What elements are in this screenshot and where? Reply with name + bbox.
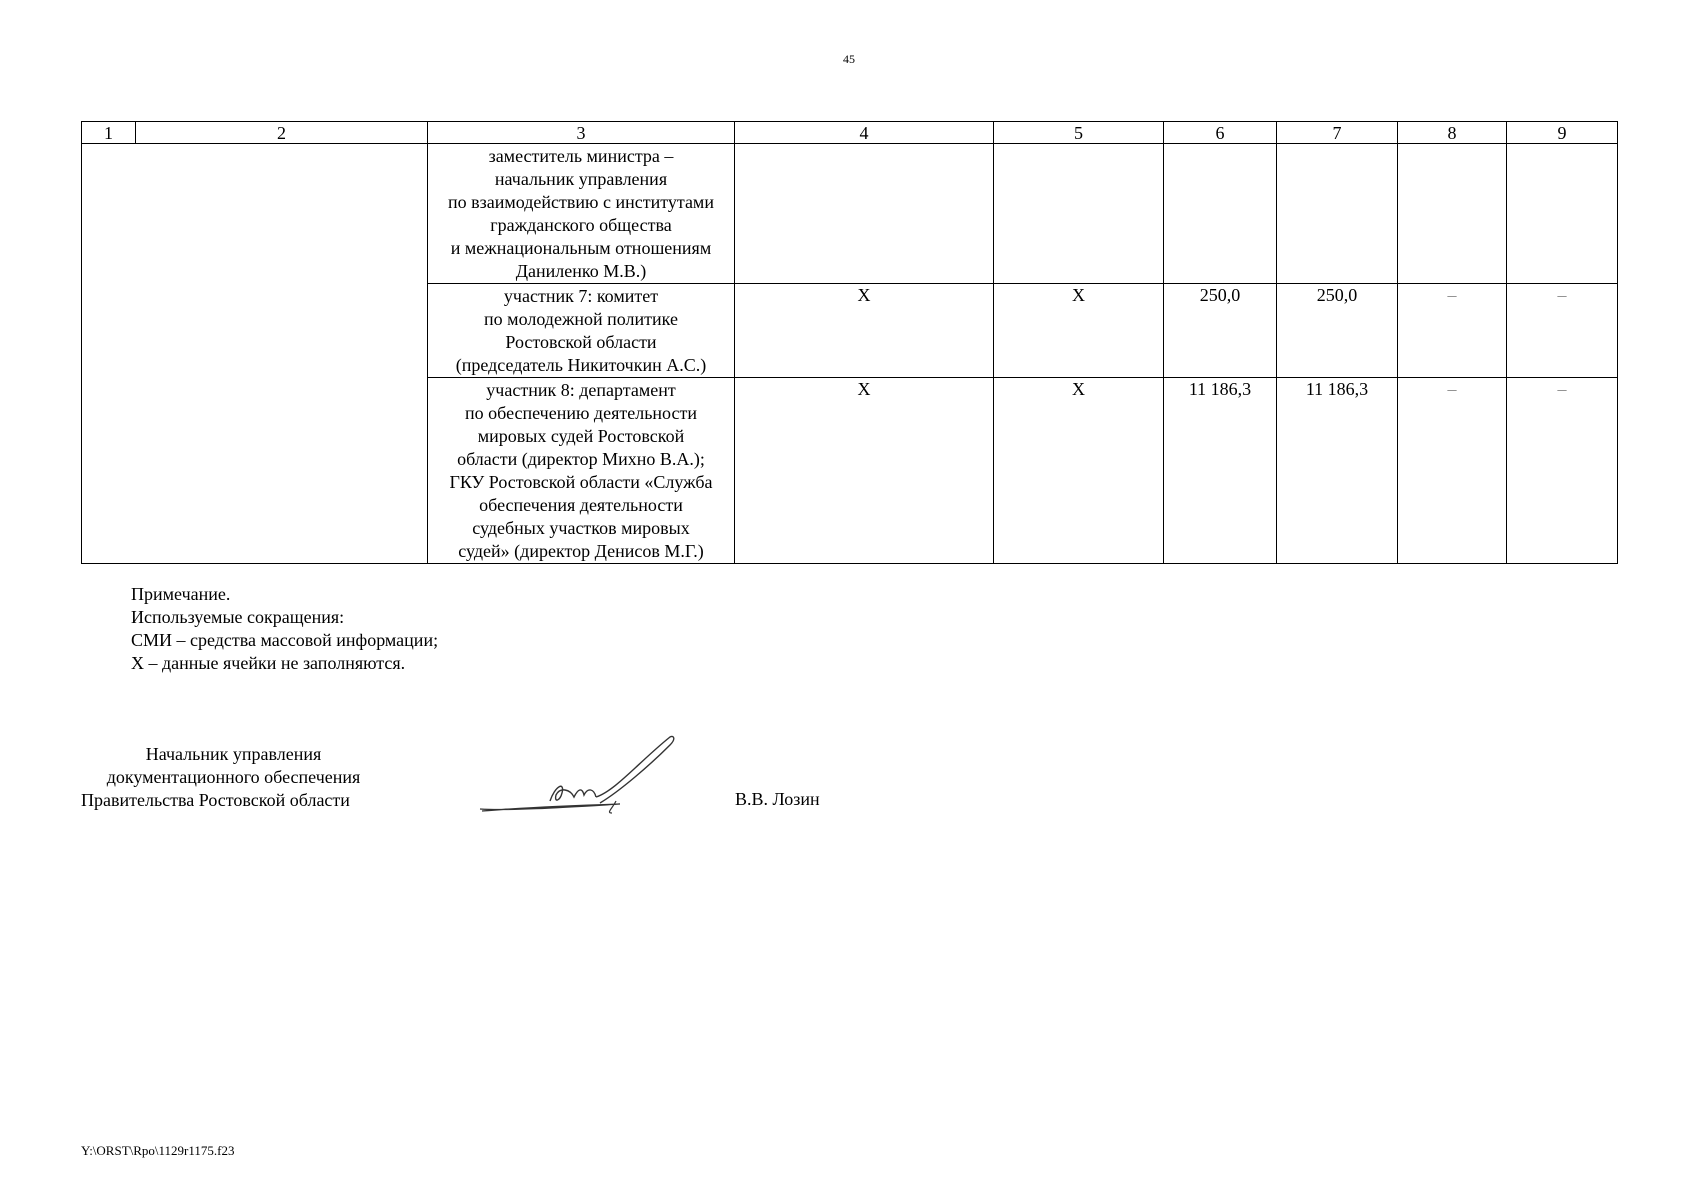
column-header: 5 [994,122,1164,144]
table-cell: – [1398,284,1507,378]
table-cell: – [1507,284,1618,378]
cell-line: обеспечения деятельности [479,495,683,515]
page-number: 45 [843,52,855,66]
table-cell: Х [735,378,994,564]
signer-position-line: Правительства Ростовской области [81,790,350,810]
table-cell [136,378,428,564]
column-header: 2 [136,122,428,144]
table-cell: – [1507,378,1618,564]
file-path: Y:\ORST\Rpo\1129r1175.f23 [81,1143,235,1158]
table-cell: 250,0 [1277,284,1398,378]
cell-line: и межнациональным отношениям [450,238,712,258]
signer-name: В.В. Лозин [735,789,820,809]
column-header: 7 [1277,122,1398,144]
table-cell [1164,144,1277,284]
table-row [82,144,1618,284]
cell-line: Ростовской области [505,332,657,352]
table-cell [1398,144,1507,284]
cell-line: судебных участков мировых [472,518,690,538]
table-cell [1507,144,1618,284]
table-cell [82,284,136,378]
participant-cell [428,378,735,564]
table-cell: 250,0 [1164,284,1277,378]
cell-line: области (директор Михно В.А.); [457,449,705,469]
cell-line: по взаимодействию с институтами [448,192,714,212]
cell-line: Даниленко М.В.) [515,261,647,281]
table-header-row [82,122,1618,144]
column-header: 4 [735,122,994,144]
signer-position [81,743,386,812]
table-cell [136,284,428,378]
table-cell [1277,144,1398,284]
table-cell [82,144,136,284]
table-cell: – [1398,378,1507,564]
cell-line: (председатель Никиточкин А.С.) [455,355,707,375]
table-cell: Х [994,284,1164,378]
column-header: 3 [428,122,735,144]
note-item: СМИ – средства массовой информации; [131,630,439,650]
table-row [82,378,1618,564]
data-table [81,121,1618,564]
cell-line: заместитель министра – [488,146,674,166]
column-header: 8 [1398,122,1507,144]
cell-line: мировых судей Ростовской [477,426,685,446]
note-title: Примечание. [131,584,231,604]
cell-line: ГКУ Ростовской области «Служба [449,472,713,492]
cell-line: начальник управления [494,169,668,189]
cell-line: по обеспечению деятельности [465,403,697,423]
participant-cell [428,144,735,284]
note-block [131,583,438,675]
cell-line: гражданского общества [490,215,672,235]
cell-line: участник 7: комитет [503,286,659,306]
table-cell [994,144,1164,284]
handwritten-signature [470,731,690,817]
column-header: 1 [82,122,136,144]
participant-cell [428,284,735,378]
table-cell [82,378,136,564]
column-header: 9 [1507,122,1618,144]
note-intro: Используемые сокращения: [131,607,345,627]
cell-line: по молодежной политике [484,309,678,329]
cell-line: участник 8: департамент [486,380,676,400]
note-item: Х – данные ячейки не заполняются. [131,653,406,673]
table-cell [136,144,428,284]
signer-position-line: документационного обеспечения [106,767,361,787]
cell-line: судей» (директор Денисов М.Г.) [458,541,704,561]
table-row [82,284,1618,378]
signer-position-line: Начальник управления [145,744,322,764]
table-cell: Х [994,378,1164,564]
table-cell: 11 186,3 [1164,378,1277,564]
table-cell: 11 186,3 [1277,378,1398,564]
column-header: 6 [1164,122,1277,144]
table-cell: Х [735,284,994,378]
table-cell [735,144,994,284]
